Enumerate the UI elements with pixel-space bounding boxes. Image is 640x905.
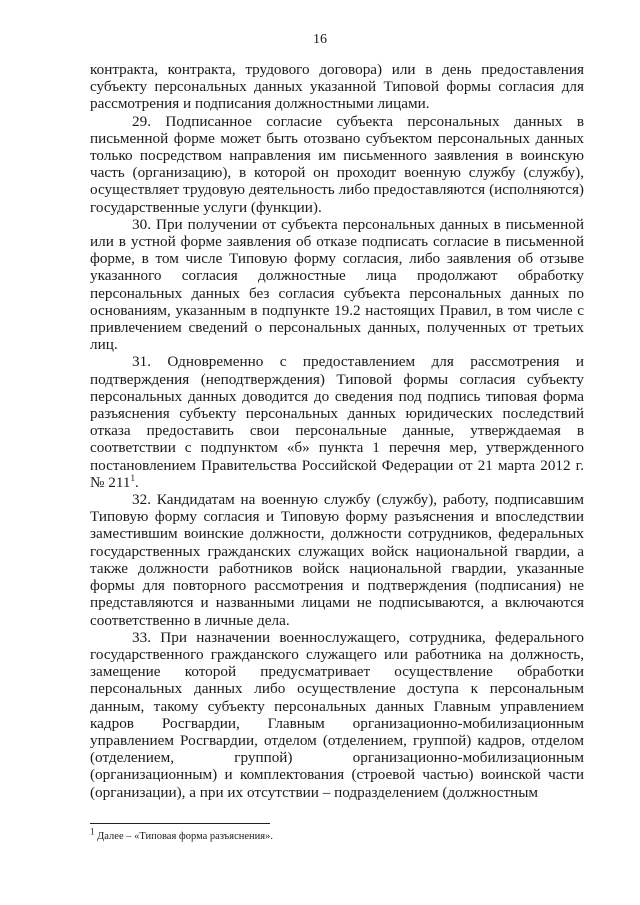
- paragraph-31-text: 31. Одновременно с предоставлением для рассмотрения и подтверждения (неподтверждения) Типовой формы согласия субъекту персональных данных доводится до сведения под подпись типовая форма разъяснения субъекту персональных данных юридических последствий отказа предоставить свои персональные данные, утверждаемая в соответствии с подпунктом «б» пункта 1 перечня мер, утвержденного постановлением Правительства Российской Федерации от 21 марта 2012 г. № 211: [90, 353, 584, 491]
- footnote-reference: 1: [130, 472, 136, 483]
- footnote: [90, 826, 584, 843]
- paragraph-29: 29. Подписанное согласие субъекта персональных данных в письменной форме может быть отозвано субъектом персональных данных только посредством направления им письменного заявления в воинскую часть (организацию), в которой он проходит военную службу (службу), осуществляет трудовую деятельность либо предоставляются (исполняются) государственные услуги (функции).: [90, 112, 584, 216]
- paragraph-31: 31. Одновременно с предоставлением для рассмотрения и подтверждения (неподтверждения) Типовой формы согласия субъекту персональных данных доводится до сведения под подпись типовая форма разъяснения субъекту персональных данных юридических последствий отказа предоставить свои персональные данные, утверждаемая в соответствии с подпунктом «б» пункта 1 перечня мер, утвержденного постановлением Правительства Российской Федерации от 21 марта 2012 г. № $211^1$.: [90, 353, 584, 491]
- paragraph-32: 32. Кандидатам на военную службу (службу), работу, подписавшим Типовую форму согласия и Типовую форму разъяснения и впоследствии заместившим воинские должности, должности сотрудников, федеральных государственных гражданских служащих войск национальной гвардии, а также должности работников войск национальной гвардии, указанные формы для повторного рассмотрения и подтверждения (подписания) не представляются и названными лицами не подписываются, а включаются соответственно в личные дела.: [90, 491, 584, 629]
- paragraph-continuation: контракта, контракта, трудового договора) или в день предоставления субъекту персональных данных указанной Типовой формы согласия для рассмотрения и подписания должностными лицами.: [90, 61, 584, 113]
- footnote-marker: 1: [90, 826, 95, 837]
- body-text: [90, 61, 584, 801]
- page-number: 16: [313, 32, 327, 47]
- footnote-text: Далее – «Типовая форма разъяснения».: [94, 831, 273, 842]
- paragraph-30: 30. При получении от субъекта персональных данных в письменной или в устной форме заявления об отказе подписать согласие в письменной форме, в том числе Типовую форму согласия, либо заявления об отзыве указанного согласия должностные лица продолжают обработку персональных данных без согласия субъекта персональных данных по основаниям, указанным в подпункте 19.2 настоящих Правил, в том числе с привлечением сведений о персональных данных, полученных от третьих лиц.: [90, 215, 584, 354]
- paragraph-33: 33. При назначении военнослужащего, сотрудника, федерального государственного гражданского служащего или работника на должность, замещение которой предусматривает осуществление обработки персональных данных либо осуществление доступа к персональным данным, такому субъекту персональных данных Главным управлением кадров Росгвардии, Главным организационно-мобилизационным управлением Росгвардии, отделом (отделением, группой) кадров, отделом (отделением, группой) организационно-мобилизационным (организационным) и комплектования (строевой частью) воинской части (организации), а при их отсутствии – подразделением (должностным: [90, 628, 584, 801]
- footnote-divider: [90, 823, 270, 824]
